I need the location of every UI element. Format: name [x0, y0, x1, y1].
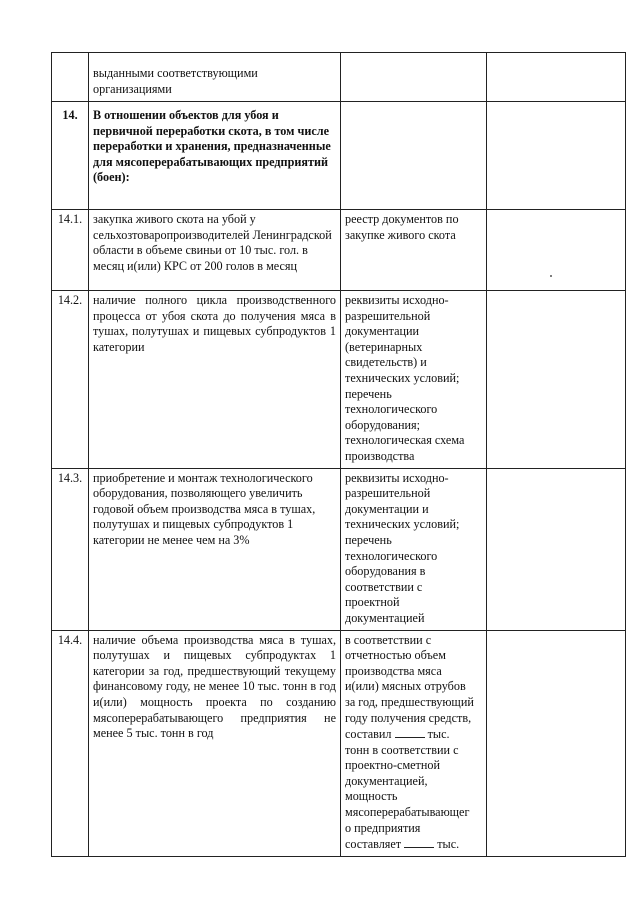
doc-line: и(или) мясных отрубов — [345, 679, 466, 694]
table-row — [52, 630, 626, 856]
doc-line: оборудования; — [345, 417, 420, 432]
doc-line: перечень — [345, 532, 392, 547]
criterion-text: закупка живого скота на убой у сельхозтоваропроизводителей Ленинградской области в объеме свиньи от 10 тыс. гол. в месяц и(или) КРС от 200 голов в месяц — [89, 210, 341, 291]
documents-cell — [341, 291, 487, 469]
row-number: 14.1. — [52, 210, 89, 291]
doc-line: соответствии с — [345, 579, 423, 594]
documents-cell — [341, 468, 487, 630]
empty-cell — [487, 53, 626, 102]
row-number: 14.2. — [52, 291, 89, 469]
doc-line: документации и — [345, 501, 429, 516]
row-number — [52, 53, 89, 102]
table-row — [52, 210, 626, 291]
doc-line: мощность — [345, 789, 398, 804]
empty-cell — [487, 468, 626, 630]
doc-line: разрешительной — [345, 486, 431, 501]
documents-cell — [341, 102, 487, 210]
doc-text: тыс. — [437, 837, 460, 852]
doc-line: технических условий; — [345, 517, 460, 532]
scan-speck — [550, 275, 552, 277]
doc-line: (ветеринарных — [345, 339, 423, 354]
doc-line: реквизиты исходно- — [345, 293, 449, 307]
doc-line: реквизиты исходно- — [345, 470, 449, 485]
row-number: 14. — [52, 102, 89, 210]
empty-cell — [487, 210, 626, 291]
doc-line: мясоперерабатывающег — [345, 805, 470, 820]
doc-line: в соответствии с — [345, 632, 432, 647]
doc-line: отчетностью объем — [345, 648, 446, 663]
empty-cell — [487, 630, 626, 856]
table-row — [52, 53, 626, 102]
table-row — [52, 102, 626, 210]
doc-text: тыс. — [427, 727, 450, 742]
criteria-table — [51, 52, 626, 857]
criterion-text: приобретение и монтаж технологического оборудования, позволяющего увеличить годовой объем производства мяса в тушах, полутушах и пищевых субпродуктов 1 категории не менее чем на 3% — [89, 468, 341, 630]
table-row — [52, 468, 626, 630]
row-number: 14.3. — [52, 468, 89, 630]
doc-line: свидетельств) и — [345, 355, 427, 370]
doc-line: технологического — [345, 548, 438, 563]
doc-line: документацией — [345, 610, 425, 625]
documents-cell — [341, 630, 487, 856]
doc-line: документацией, — [345, 773, 428, 788]
documents-cell — [341, 53, 487, 102]
empty-cell — [487, 291, 626, 469]
doc-line: производства — [345, 448, 415, 463]
doc-line: оборудования в — [345, 564, 426, 579]
doc-line: году получения средств, — [345, 710, 472, 725]
doc-line: технических условий; — [345, 370, 460, 385]
fill-in-blank — [395, 726, 425, 738]
doc-line: тонн в соответствии с — [345, 742, 459, 757]
doc-line: производства мяса — [345, 663, 442, 678]
doc-line: проектной — [345, 595, 400, 610]
doc-text: составляет — [345, 837, 402, 852]
section-heading: В отношении объектов для убоя и первичной переработки скота, в том числе переработки и хранения, предназначенные для мясоперерабатывающих предприятий (боен): — [89, 102, 341, 210]
doc-line: документации — [345, 324, 420, 339]
doc-line: за год, предшествующий — [345, 694, 474, 709]
doc-line: о предприятия — [345, 820, 421, 835]
doc-text: составил — [345, 727, 392, 742]
empty-cell — [487, 102, 626, 210]
criterion-text: наличие полного цикла производственного процесса от убоя скота до получения мяса в тушах, полутушах и пищевых субпродуктов 1 категории — [89, 291, 341, 469]
doc-line: технологическая схема — [345, 433, 465, 448]
criterion-text: выданными соответствующими организациями — [89, 53, 341, 102]
documents-cell: реестр документов по закупке живого скота — [341, 210, 487, 291]
doc-line: технологического — [345, 402, 438, 417]
doc-line — [345, 726, 482, 743]
table-row — [52, 291, 626, 469]
row-number: 14.4. — [52, 630, 89, 856]
doc-line: перечень — [345, 386, 392, 401]
criterion-text: наличие объема производства мяса в тушах, полутушах и пищевых субпродуктах 1 категории за год, предшествующий текущему финансовому году, не менее 10 тыс. тонн в год и(или) мощность проекта по созданию мясоперерабатывающего предприятия не менее 5 тыс. тонн в год — [89, 630, 341, 856]
doc-line: проектно-сметной — [345, 758, 441, 773]
doc-line — [345, 836, 482, 853]
fill-in-blank — [404, 836, 434, 848]
doc-line: разрешительной — [345, 308, 431, 323]
